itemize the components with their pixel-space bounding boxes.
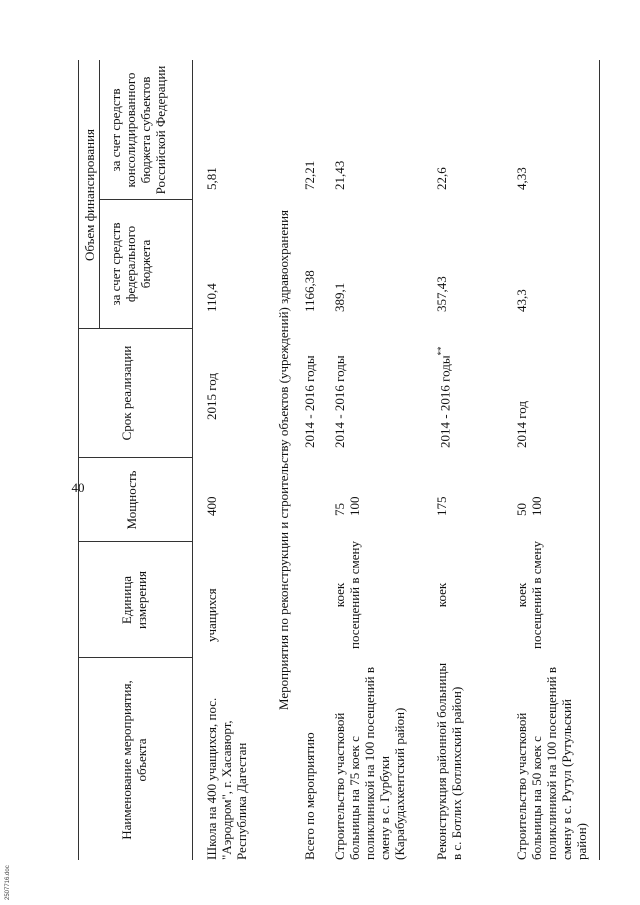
col-divider-3 bbox=[78, 457, 192, 458]
row-3-capacity-visits: 100 bbox=[529, 496, 544, 516]
row-3-unit bbox=[514, 540, 544, 650]
header-unit: Единица измерения bbox=[119, 570, 149, 630]
header-bottom-border bbox=[192, 60, 193, 860]
row-3-unit-visits: посещений в смену bbox=[529, 541, 544, 649]
header-federal: за счет средств федерального бюджета bbox=[108, 222, 153, 306]
rotated-table bbox=[44, 20, 614, 880]
row-2-name: Реконструкция районной больницы в с. Ботлих (Ботлихский район) bbox=[434, 662, 464, 860]
row-2-capacity: 175 bbox=[434, 496, 449, 516]
row-1-unit-beds: коек bbox=[332, 582, 347, 608]
row-3-capacity bbox=[514, 466, 544, 516]
row-1-unit bbox=[332, 540, 362, 650]
row-1-period: 2014 - 2016 годы bbox=[332, 355, 347, 448]
row-3-capacity-beds: 50 bbox=[514, 503, 529, 516]
school-unit: учащихся bbox=[204, 588, 219, 642]
table-top-border bbox=[78, 60, 79, 860]
header-funding-group: Объем финансирования bbox=[82, 128, 97, 262]
row-1-capacity-visits: 100 bbox=[347, 496, 362, 516]
row-3-regional: 4,33 bbox=[514, 167, 529, 190]
row-2-unit bbox=[434, 540, 449, 650]
total-regional: 72,21 bbox=[302, 160, 317, 190]
col-divider-5 bbox=[99, 199, 192, 200]
row-2-federal: 357,43 bbox=[434, 276, 449, 312]
page-number: 40 bbox=[71, 480, 85, 495]
row-1-capacity bbox=[332, 466, 362, 516]
total-name: Всего по мероприятию bbox=[302, 732, 317, 860]
row-1-federal: 389,1 bbox=[332, 282, 347, 312]
col-divider-4 bbox=[78, 328, 192, 329]
row-3-unit-beds: коек bbox=[514, 582, 529, 608]
col-divider-2 bbox=[78, 541, 192, 542]
row-1-name: Строительство участковой больницы на 75 коек с поликлиникой на 100 посещений в смену в с. Гурбуки (Карабудахкентский район) bbox=[332, 666, 407, 860]
header-capacity: Мощность bbox=[124, 470, 139, 530]
row-3-period: 2014 год bbox=[514, 401, 529, 448]
total-federal: 1166,38 bbox=[302, 270, 317, 312]
school-federal: 110,4 bbox=[204, 283, 219, 312]
row-1-unit-visits: посещений в смену bbox=[347, 541, 362, 649]
school-name: Школа на 400 учащихся, пос. "Аэродром", г. Хасавюрт, Республика Дагестан bbox=[204, 697, 249, 860]
row-2-regional: 22,6 bbox=[434, 167, 449, 190]
row-2-footnote-mark: ** bbox=[436, 346, 446, 356]
school-regional: 5,81 bbox=[204, 167, 219, 190]
total-period: 2014 - 2016 годы bbox=[302, 355, 317, 448]
document-id: 2507716.doc bbox=[5, 865, 11, 900]
row-3-name: Строительство участковой больницы на 50 коек с поликлиникой на 100 посещений в смену в с. Рутул (Рутульский район) bbox=[514, 666, 589, 860]
row-3-federal: 43,3 bbox=[514, 289, 529, 312]
row-1-capacity-beds: 75 bbox=[332, 503, 347, 516]
header-regional: за счет средств консолидированного бюджета субъектов Российской Федерации bbox=[108, 65, 168, 195]
header-period: Срок реализации bbox=[119, 345, 134, 441]
school-period: 2015 год bbox=[204, 373, 219, 420]
funding-subheader-line bbox=[99, 60, 100, 329]
row-2-unit-beds: коек bbox=[434, 582, 449, 608]
section-title: Мероприятия по реконструкции и строительству объектов (учреждений) здравоохранения bbox=[276, 209, 291, 711]
school-capacity: 400 bbox=[204, 496, 219, 516]
col-divider-1 bbox=[78, 657, 192, 658]
row-2-period bbox=[434, 328, 452, 448]
row-1-regional: 21,43 bbox=[332, 160, 347, 190]
table-bottom-border bbox=[599, 60, 600, 860]
row-2-period-text: 2014 - 2016 годы bbox=[437, 355, 453, 448]
header-name: Наименование мероприятия, объекта bbox=[119, 680, 149, 840]
